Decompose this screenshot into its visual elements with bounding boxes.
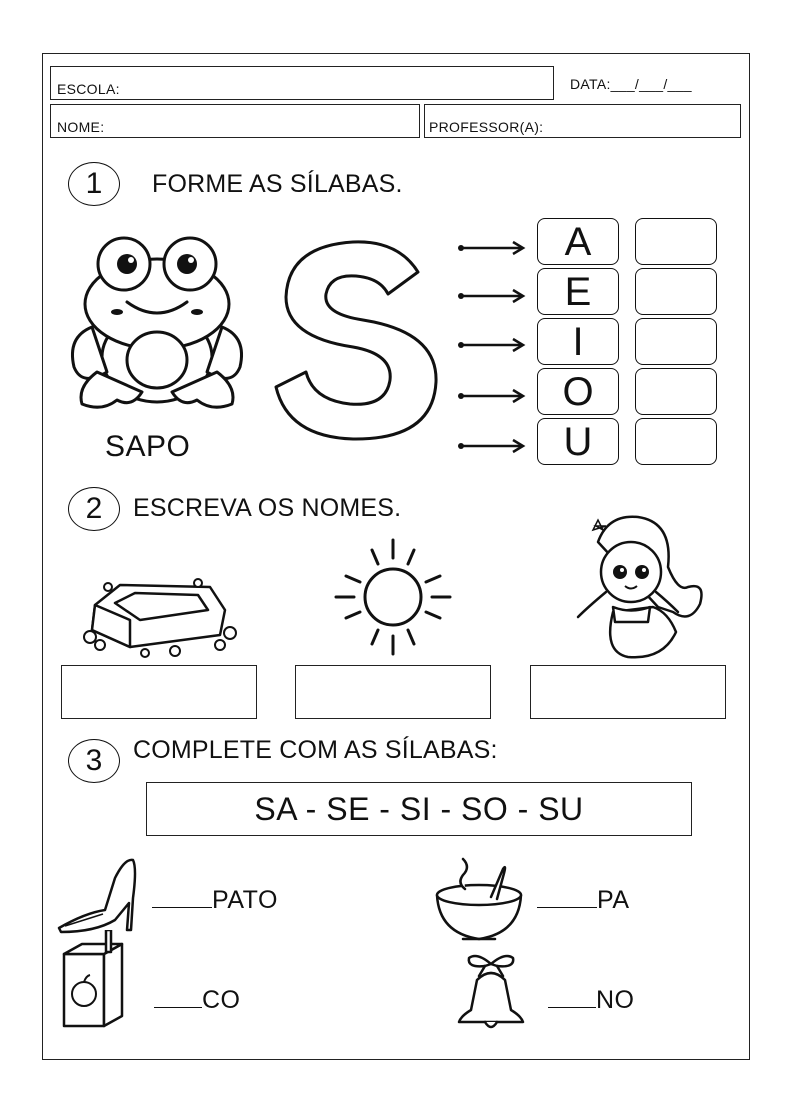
teacher-label: PROFESSOR(A): [429, 119, 544, 135]
arrow-icon [457, 288, 527, 304]
word-co-text: CO [202, 986, 241, 1014]
school-label: ESCOLA: [57, 81, 120, 97]
word-pato-text: PATO [212, 886, 278, 914]
arrow-icon [457, 240, 527, 256]
write-name-box-soap[interactable] [61, 665, 257, 719]
word-pato [152, 886, 278, 915]
word-pa [537, 886, 630, 915]
teacher-field[interactable] [424, 104, 741, 138]
soap-icon [80, 575, 240, 660]
frog-caption: SAPO [105, 430, 191, 463]
section3-number: 3 [68, 739, 120, 783]
soup-icon [433, 855, 525, 945]
word-co [154, 986, 241, 1015]
section2-number: 2 [68, 487, 120, 531]
big-letter-s [268, 232, 448, 447]
vowel-box-e: E [537, 268, 619, 315]
juice-box-icon [60, 930, 128, 1030]
section3-title: COMPLETE COM AS SÍLABAS: [133, 736, 498, 764]
answer-blank[interactable] [548, 987, 596, 1008]
name-label: NOME: [57, 119, 105, 135]
school-field[interactable] [50, 66, 554, 100]
section1-title: FORME AS SÍLABAS. [152, 170, 403, 198]
syllable-answer-box[interactable] [635, 268, 717, 315]
syllable-bank [146, 782, 692, 836]
mermaid-icon [558, 512, 708, 660]
write-name-box-mermaid[interactable] [530, 665, 726, 719]
word-no [548, 986, 635, 1015]
vowel-box-a: A [537, 218, 619, 265]
syllable-bank-text: SA - SE - SI - SO - SU [254, 790, 584, 827]
vowel-box-i: I [537, 318, 619, 365]
section2-title: ESCREVA OS NOMES. [133, 494, 402, 522]
arrow-icon [457, 388, 527, 404]
answer-blank[interactable] [152, 887, 212, 908]
sun-icon [332, 536, 454, 658]
arrow-icon [457, 438, 527, 454]
arrow-icon [457, 337, 527, 353]
name-field[interactable] [50, 104, 420, 138]
frog-icon [62, 232, 252, 417]
syllable-answer-box[interactable] [635, 218, 717, 265]
vowel-box-u: U [537, 418, 619, 465]
date-label: DATA:___/___/___ [570, 76, 692, 92]
shoe-icon [55, 858, 140, 936]
answer-blank[interactable] [537, 887, 597, 908]
syllable-answer-box[interactable] [635, 368, 717, 415]
word-pa-text: PA [597, 886, 630, 914]
word-no-text: NO [596, 986, 635, 1014]
vowel-box-o: O [537, 368, 619, 415]
bell-icon [455, 950, 527, 1032]
answer-blank[interactable] [154, 987, 202, 1008]
syllable-answer-box[interactable] [635, 418, 717, 465]
write-name-box-sun[interactable] [295, 665, 491, 719]
section1-number: 1 [68, 162, 120, 206]
syllable-answer-box[interactable] [635, 318, 717, 365]
